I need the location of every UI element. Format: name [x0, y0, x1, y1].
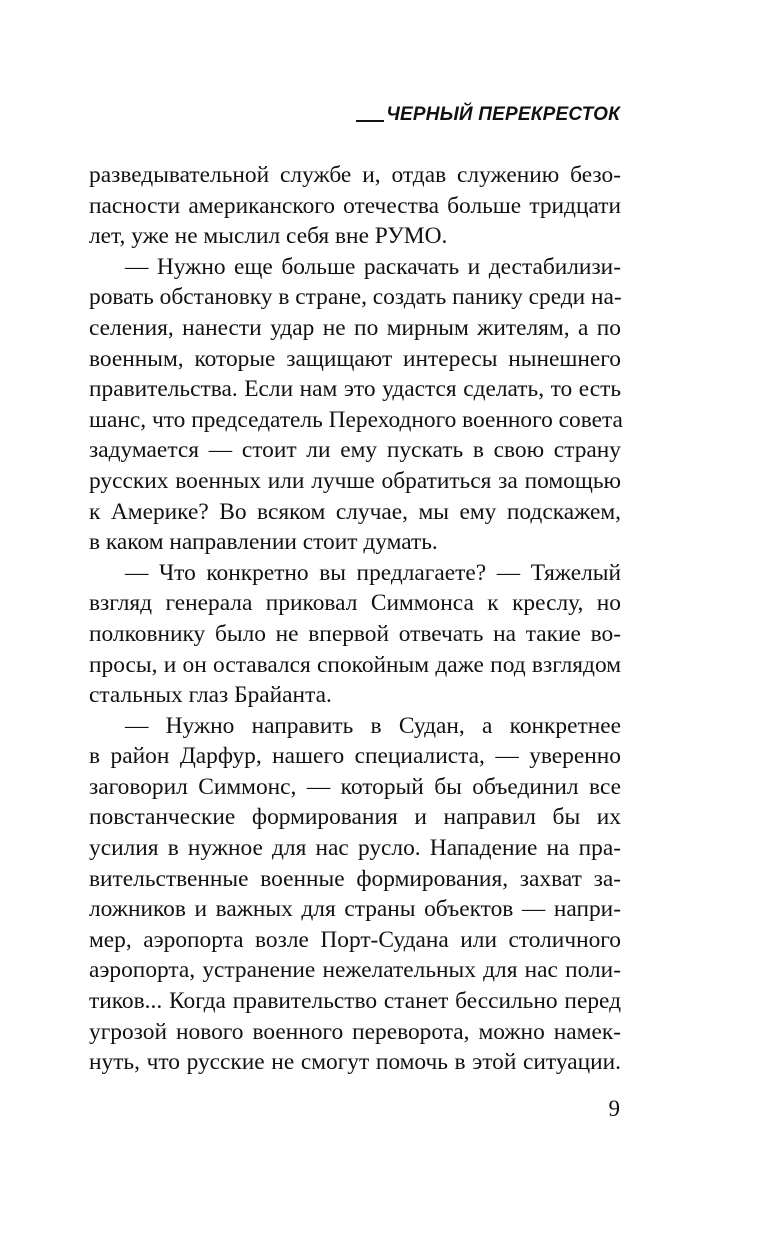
text-line: тиков... Когда правительство станет бессильно перед [89, 988, 621, 1015]
page-number: 9 [608, 1096, 620, 1121]
text-line: в каком направлении стоит думать. [89, 529, 438, 556]
running-head [356, 104, 620, 126]
running-head-rule [356, 120, 384, 122]
body-text [89, 160, 621, 1078]
text-line: военным, которые защищают интересы нынешнего [89, 345, 621, 372]
text-line: повстанческие формирования и направил бы их [89, 804, 621, 831]
text-line: взгляд генерала приковал Симмонса к креслу, но [89, 590, 621, 617]
text-line: — Нужно направить в Судан, а конкретнее [125, 712, 621, 739]
running-head-title: ЧЕРНЫЙ ПЕРЕКРЕСТОК [386, 104, 620, 125]
text-line: усилия в нужное для нас русло. Нападение на пра- [89, 835, 621, 862]
text-line: селения, нанести удар не по мирным жителям, а по [89, 314, 621, 341]
text-line: — Нужно еще больше раскачать и дестабилизи- [125, 253, 621, 280]
text-line: пасности американского отечества больше тридцати [89, 192, 621, 219]
text-line: правительства. Если нам это удастся сделать, то есть [89, 376, 621, 403]
text-line: шанс, что председатель Переходного военного совета [89, 406, 623, 433]
text-line: аэропорта, устранение нежелательных для нас поли- [89, 957, 621, 984]
text-line: вительственные военные формирования, захват за- [89, 865, 621, 892]
text-line: русских военных или лучше обратиться за помощью [89, 467, 621, 494]
text-line: угрозой нового военного переворота, можно намек- [89, 1018, 621, 1045]
text-line: заговорил Симмонс, — который бы объединил все [89, 773, 621, 800]
text-line: в район Дарфур, нашего специалиста, — уверенно [89, 743, 621, 770]
text-line: полковнику было не впервой отвечать на такие во- [89, 620, 621, 647]
text-line: разведывательной службе и, отдав служению безо- [89, 162, 621, 188]
text-line: лет, уже не мыслил себя вне РУМО. [89, 223, 448, 250]
text-line: мер, аэропорта возле Порт-Судана или столичного [89, 926, 621, 953]
text-line: ровать обстановку в стране, создать панику среди на- [89, 284, 622, 311]
text-line: — Что конкретно вы предлагаете? — Тяжелый [125, 559, 621, 586]
text-line: задумается — стоит ли ему пускать в свою страну [89, 437, 621, 464]
text-line: просы, и он оставался спокойным даже под взглядом [89, 651, 621, 678]
text-line: к Америке? Во всяком случае, мы ему подскажем, [89, 498, 621, 525]
text-line: ложников и важных для страны объектов — напри- [89, 896, 621, 923]
text-line: стальных глаз Брайанта. [89, 682, 332, 709]
text-line: нуть, что русские не смогут помочь в этой ситуации. [89, 1049, 621, 1076]
